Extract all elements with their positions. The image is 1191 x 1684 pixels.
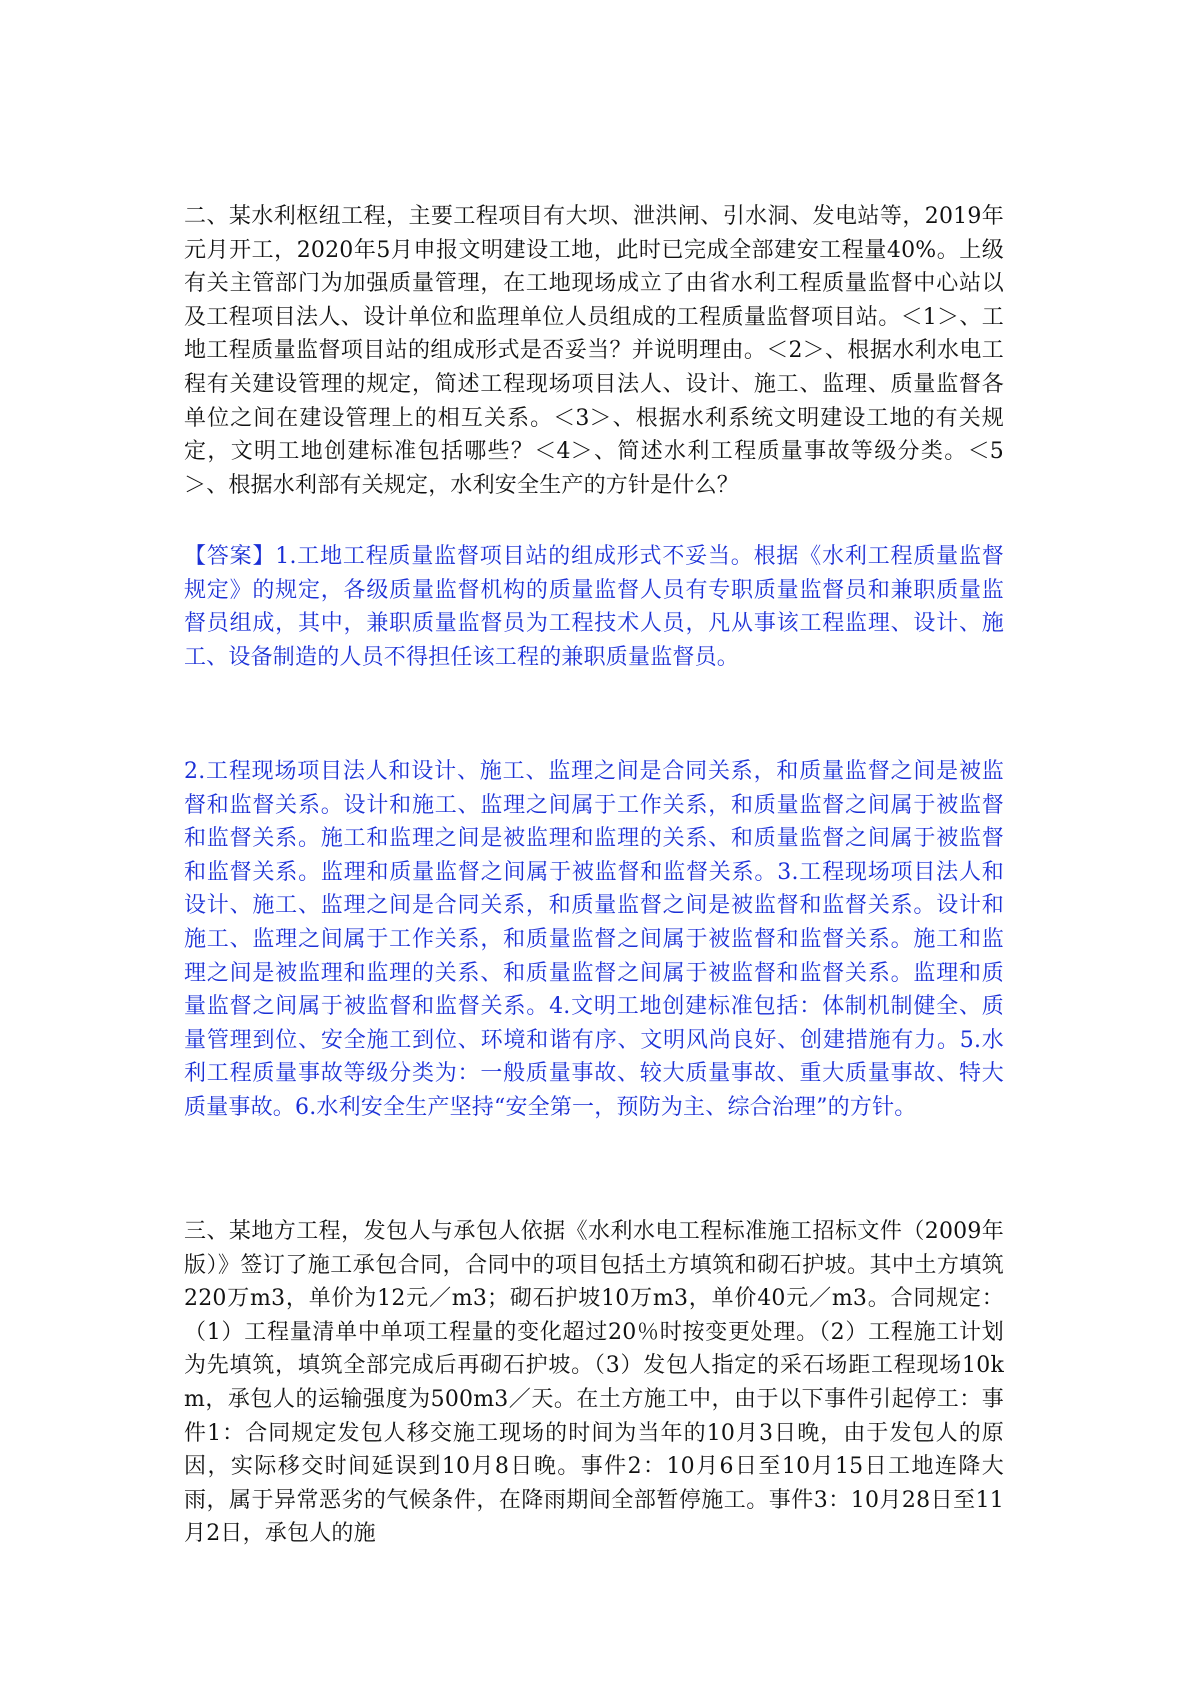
answer-2-part-2: 2.工程现场项目法人和设计、施工、监理之间是合同关系，和质量监督之间是被监督和监督关系。设计和施工、监理之间属于工作关系，和质量监督之间属于被监督和监督关系。施工和监理之间是被监理和监理的关系、和质量监督之间属于被监督和监督关系。监理和质量监督之间属于被监督和监督关系。3.工程现场项目法人和设计、施工、监理之间是合同关系，和质量监督之间是被监督和监督关系。设计和施工、监理之间属于工作关系，和质量监督之间属于被监督和监督关系。施工和监理之间是被监理和监理的关系、和质量监督之间属于被监督和监督关系。监理和质量监督之间属于被监督和监督关系。4.文明工地创建标准包括：体制机制健全、质量管理到位、安全施工到位、环境和谐有序、文明风尚良好、创建措施有力。5.水利工程质量事故等级分类为：一般质量事故、较大质量事故、重大质量事故、特大质量事故。6.水利安全生产坚持“安全第一，预防为主、综合治理”的方针。: [184, 759, 1004, 1120]
question-3-text: 三、某地方工程，发包人与承包人依据《水利水电工程标准施工招标文件（2009年版）》签订了施工承包合同，合同中的项目包括土方填筑和砌石护坡。其中土方填筑220万m3，单价为12元／m3；砌石护坡10万m3，单价40元／m3。合同规定：（1）工程量清单中单项工程量的变化超过20％时按变更处理。（2）工程施工计划为先填筑，填筑全部完成后再砌石护坡。（3）发包人指定的采石场距工程现场10km，承包人的运输强度为500m3／天。在土方施工中，由于以下事件引起停工：事件1：合同规定发包人移交施工现场的时间为当年的10月3日晚，由于发包人的原因，实际移交时间延误到10月8日晚。事件2：10月6日至10月15日工地连降大雨，属于异常恶劣的气候条件，在降雨期间全部暂停施工。事件3：10月28日至11月2日，承包人的施: [184, 1219, 1004, 1547]
answer-2-part-1: 【答案】1.工地工程质量监督项目站的组成形式不妥当。根据《水利工程质量监督规定》的规定，各级质量监督机构的质量监督人员有专职质量监督员和兼职质量监督员组成，其中，兼职质量监督员为工程技术人员，凡从事该工程监理、设计、施工、设备制造的人员不得担任该工程的兼职质量监督员。: [184, 544, 1004, 670]
question-2-text: 二、某水利枢纽工程，主要工程项目有大坝、泄洪闸、引水洞、发电站等，2019年元月开工，2020年5月申报文明建设工地，此时已完成全部建安工程量40%。上级有关主管部门为加强质量管理，在工地现场成立了由省水利工程质量监督中心站以及工程项目法人、设计单位和监理单位人员组成的工程质量监督项目站。＜1＞、工地工程质量监督项目站的组成形式是否妥当？并说明理由。＜2＞、根据水利水电工程有关建设管理的规定，简述工程现场项目法人、设计、施工、监理、质量监督各单位之间在建设管理上的相互关系。＜3＞、根据水利系统文明建设工地的有关规定，文明工地创建标准包括哪些？＜4＞、简述水利工程质量事故等级分类。＜5＞、根据水利部有关规定，水利安全生产的方针是什么？: [184, 204, 1004, 498]
